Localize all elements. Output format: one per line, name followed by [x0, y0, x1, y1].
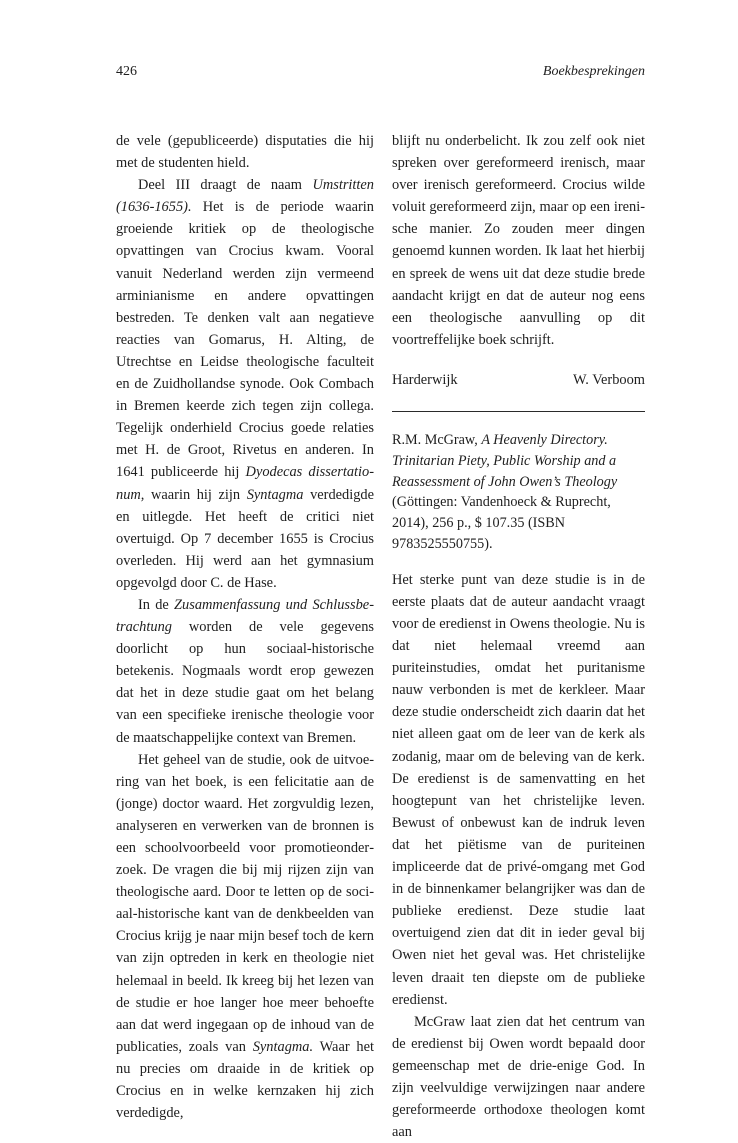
book-title: Syntagma [246, 486, 304, 503]
book-title: Syntagma. [252, 1038, 314, 1055]
signature-place: Harderwijk [392, 371, 458, 388]
signature-name: W. Verboom [573, 371, 645, 388]
paragraph: Deel III draagt de naam Umstritten (1636-1655). Het is de periode waarin groeiende kritiek op de theologische opvattingen van Crocius kwam. Vooral vanuit Nederland werden zijn vermeend arminianisme en andere opvattingen bestreden. Te denken valt aan negatieve reacties van Gomarus, H. Alting, de Utrechtse en Leidse theologische faculteit en de Zuidhollandse synode. Ook Combach in Bremen keerde zich tegen zijn collega. Tegelijk onderhield Crocius goede relaties met H. de Groot, Rivetus en anderen. In 1641 publiceerde hij Dyodecas dissertationum, waarin hij zijn Syntagma verdedigde en uitlegde. Het heeft de critici niet overtuigd. Op 7 december 1655 is Crocius overleden. Hij werd aan het gymnasium opgevolgd door C. de Hase. [116, 177, 374, 591]
book-title: Zusammenfassung und Schlussbetrachtung [116, 596, 374, 636]
bibliographic-entry: R.M. McGraw, A Heavenly Directory. Trinitarian Piety, Public Worship and a Reassessment of John Owen’s Theology (Göttingen: Vandenhoeck & Ruprecht, 2014), 256 p., $ 107.35 (ISBN 9783525550755). [392, 432, 618, 553]
right-column [392, 130, 645, 1143]
running-head [116, 64, 645, 80]
book-title: A Heavenly Directory. Trinitarian Piety, Public Worship and a Reassessment of John Owen’s Theology [392, 432, 618, 490]
paragraph: Het sterke punt van deze studie is in de eerste plaats dat de auteur aandacht vraagt voor de eredienst in Owens theologie. Nu is dat niet helemaal vreemd aan puriteinstudies, omdat het puritanisme nauw verbonden is met de kerkleer. Maar deze studie onderscheidt zich daarin dat het niet alleen gaat om de leer van de kerk als zodanig, maar om de beleving van de kerk. De eredienst is de samenvatting en het hoogtepunt van het christelijke leven. Bewust of onbewust kan de indruk leven dat het piëtisme van de puriteinen impliceerde dat de privé-omgang met God in de binnenkamer belangrijker was dan de publieke eredienst. Deze studie laat overtuigend zien dat dit in ieder geval bij Owen niet het geval was. Het christelijke leven draait ten diepste om de publieke eredienst. [392, 571, 645, 1008]
paragraph: Het geheel van de studie, ook de uitvoering van het boek, is een felicitatie aan de (jonge) doctor waard. Het zorgvuldig lezen, analyseren en verwerken van de bronnen is een schoolvoorbeeld voor promotieonderzoek. De vragen die bij mij rijzen zijn van theologische aard. Door te letten op de sociaal-historische kant van de denkbeelden van Crocius krijg je naar mijn besef toch de kern van zijn optreden in kerk en theologie niet helemaal in beeld. Ik kreeg bij het lezen van de studie er hoe langer hoe meer behoefte aan dat werd ingegaan op de inhoud van de publicaties, zoals van Syntagma. Waar het nu precies om draaide in de kritiek op Crocius en in welke kernzaken hij zich verdedigde, [116, 751, 375, 1122]
section-divider [392, 411, 645, 412]
running-title: Boekbesprekingen [542, 64, 645, 79]
book-title: Umstritten (1636-1655). [116, 177, 374, 216]
paragraph: de vele (gepubliceerde) disputaties die hij met de studenten hield. [116, 133, 374, 172]
paragraph: blijft nu onderbelicht. Ik zou zelf ook niet spreken over gereformeerd irenisch, maar over irenisch gereformeerd. Crocius wilde voluit gereformeerd zijn, maar op een irenische manier. Zo zouden meer dingen genoemd kunnen worden. Ik laat het hierbij en spreek de wens uit dat deze studie brede aandacht krijgt en dat de auteur nog eens een theologische aanvulling op dit voortreffelijke boek schrijft. [392, 133, 645, 348]
book-title: Dyodecas dissertationum, [116, 464, 374, 503]
page-number: 426 [116, 64, 137, 79]
paragraph: McGraw laat zien dat het centrum van de eredienst bij Owen wordt bepaald door gemeenschap met de drie-enige God. In zijn veelvuldige verwijzingen naar andere gereformeerde orthodoxe theologen komt aan [392, 1013, 645, 1141]
review-signature [392, 369, 645, 391]
left-column [116, 130, 374, 1124]
paragraph: In de Zusammenfassung und Schlussbetrachtung worden de vele gegevens doorlicht op hun sociaal-historische betekenis. Nogmaals wordt erop gewezen dat het in deze studie gaat om het belang van een specifieke irenische theologie voor de maatschappelijke context van Bremen. [116, 596, 374, 746]
